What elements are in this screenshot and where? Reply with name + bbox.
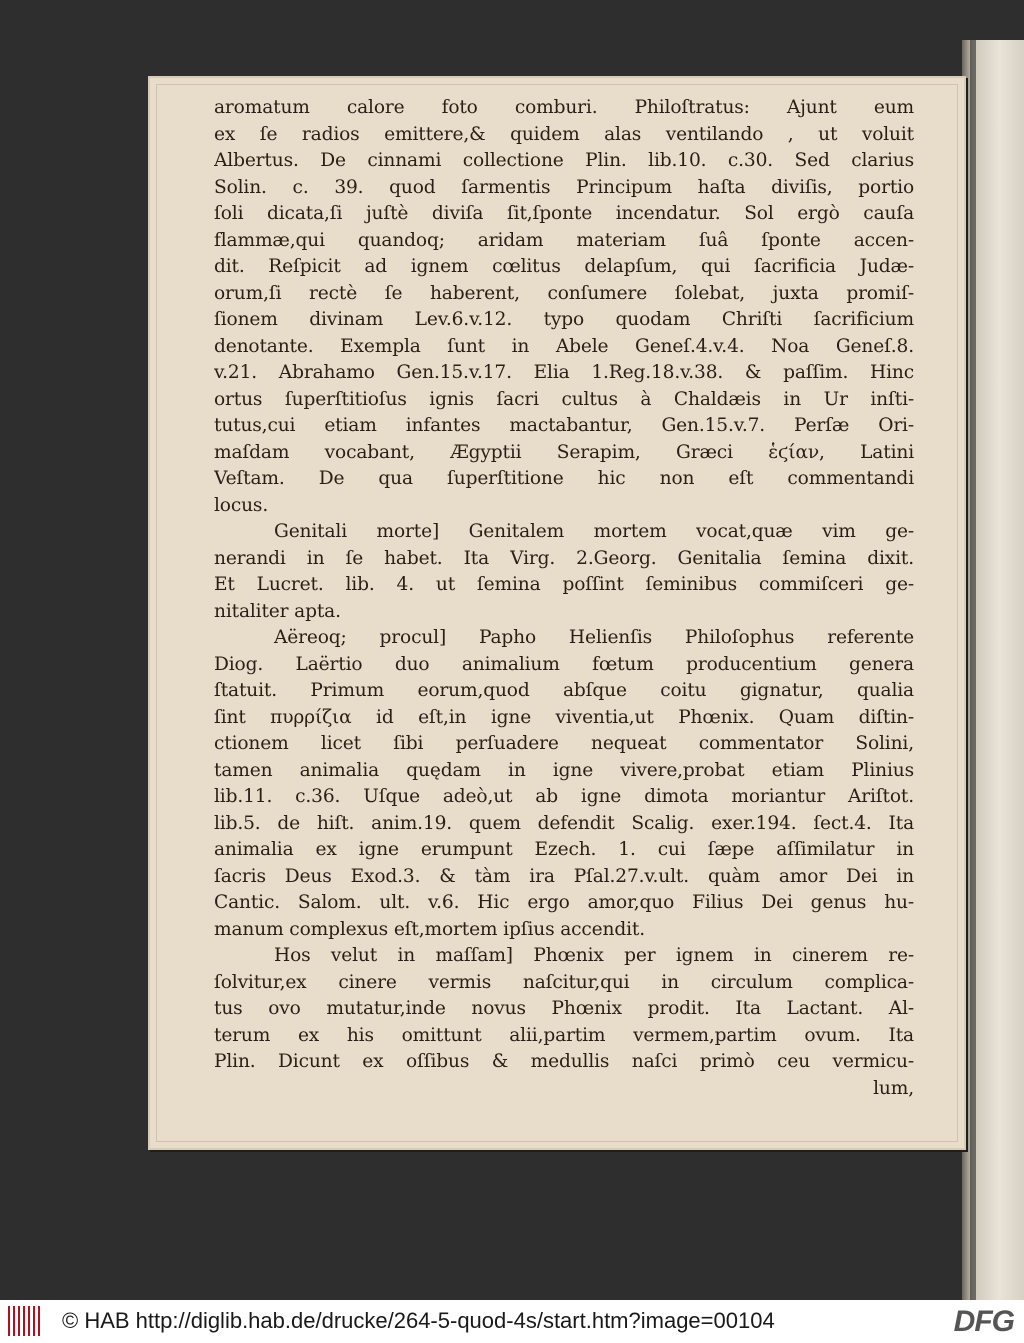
book-gutter-shadow [970, 40, 976, 1300]
text-line: Et Lucret. lib. 4. ut ſemina poſſint ſeminibus commiſceri ge- [214, 574, 914, 595]
page-text [214, 95, 914, 1102]
viewer-footer [0, 1300, 1024, 1343]
text-line: maſdam vocabant, Ægyptii Serapim, Græci ἑϛίαν, Latini [214, 441, 914, 463]
text-line: terum ex his omittunt alii,partim vermem,partim ovum. Ita [214, 1024, 914, 1046]
text-line: ctionem licet ſibi perſuadere nequeat commentator Solini, [214, 733, 914, 754]
text-line: Aëreoq; procul] Papho Helienſis Philoſophus referente [274, 627, 914, 648]
text-line: Plin. Dicunt ex oſſibus & medullis naſci primò ceu vermicu- [214, 1051, 914, 1072]
text-line: ſolvitur,ex cinere vermis naſcitur,qui in circulum complica- [214, 971, 914, 993]
text-line: tamen animalia quędam in igne vivere,probat etiam Plinius [214, 759, 914, 781]
text-line: ſtatuit. Primum eorum,quod abſque coitu gignatur, qualia [214, 680, 914, 701]
text-line: ex ſe radios emittere,& quidem alas ventilando , ut voluit [214, 123, 914, 145]
text-line: lib.11. c.36. Uſque adeò,ut ab igne dimota moriantur Ariſtot. [214, 786, 914, 807]
text-line: Diog. Laërtio duo animalium fœtum producentium genera [214, 653, 914, 675]
text-line: lib.5. de hiſt. anim.19. quem defendit Scalig. exer.194. ſect.4. Ita [214, 812, 914, 834]
hab-logo-icon [8, 1306, 40, 1336]
text-line: denotante. Exempla ſunt in Abele Geneſ.4.v.4. Noa Geneſ.8. [214, 335, 914, 357]
copyright-url[interactable]: © HAB http://diglib.hab.de/drucke/264-5-quod-4s/start.htm?image=00104 [62, 1308, 775, 1333]
text-line: Genitali morte] Genitalem mortem vocat,quæ vim ge- [274, 521, 914, 542]
text-line: tutus,cui etiam infantes mactabantur, Gen.15.v.7. Perſæ Ori- [214, 415, 914, 436]
text-line: tus ovo mutatur,inde novus Phœnix prodit. Ita Lactant. Al- [214, 998, 914, 1019]
text-line: dit. Reſpicit ad ignem cœlitus delapſum, qui ſacrificia Judæ- [214, 256, 914, 277]
text-line: Cantic. Salom. ult. v.6. Hic ergo amor,quo Filius Dei genus hu- [214, 892, 914, 913]
adjacent-page-edge [962, 40, 1024, 1300]
text-line: flammæ,qui quandoq; aridam materiam ſuâ ſponte accen- [214, 229, 914, 251]
text-line: ſoli dicata,ſi juſtè diviſa ſit,ſponte incendatur. Sol ergò cauſa [214, 203, 914, 224]
catchword: lum, [873, 1077, 914, 1099]
text-line: ortus ſuperſtitioſus ignis ſacri cultus à Chaldæis in Ur inſti- [214, 388, 914, 410]
text-line: animalia ex igne erumpunt Ezech. 1. cui ſæpe aſſimilatur in [214, 839, 914, 860]
text-line: ſacris Deus Exod.3. & tàm ira Pſal.27.v.ult. quàm amor Dei in [214, 865, 914, 887]
text-line: locus. [214, 494, 269, 516]
text-line: aromatum calore foto comburi. Philoſtratus: Ajunt eum [214, 97, 914, 118]
text-line: nitaliter apta. [214, 600, 341, 622]
dfg-logo: DFG [953, 1305, 1014, 1338]
text-line: Hos velut in maſſam] Phœnix per ignem in cinerem re- [274, 945, 914, 966]
text-line: v.21. Abrahamo Gen.15.v.17. Elia 1.Reg.18.v.38. & paſſim. Hinc [214, 362, 914, 383]
text-line: orum,ſi rectè ſe haberent, conſumere ſolebat, juxta promiſ- [214, 282, 914, 304]
text-line: ſint πυρρίζια id eſt,in igne viventia,ut Phœnix. Quam diſtin- [214, 706, 914, 728]
text-line: Solin. c. 39. quod ſarmentis Principum haſta diviſis, portio [214, 176, 914, 198]
text-line: ſionem divinam Lev.6.v.12. typo quodam Chriſti ſacrificium [214, 309, 914, 330]
text-line: Albertus. De cinnami collectione Plin. lib.10. c.30. Sed clarius [214, 150, 914, 171]
text-line: manum complexus eſt,mortem ipſius accendit. [214, 918, 645, 940]
text-line: nerandi in ſe habet. Ita Virg. 2.Georg. Genitalia ſemina dixit. [214, 547, 914, 569]
text-line: Veſtam. De qua ſuperſtitione hic non eſt commentandi [214, 468, 914, 489]
